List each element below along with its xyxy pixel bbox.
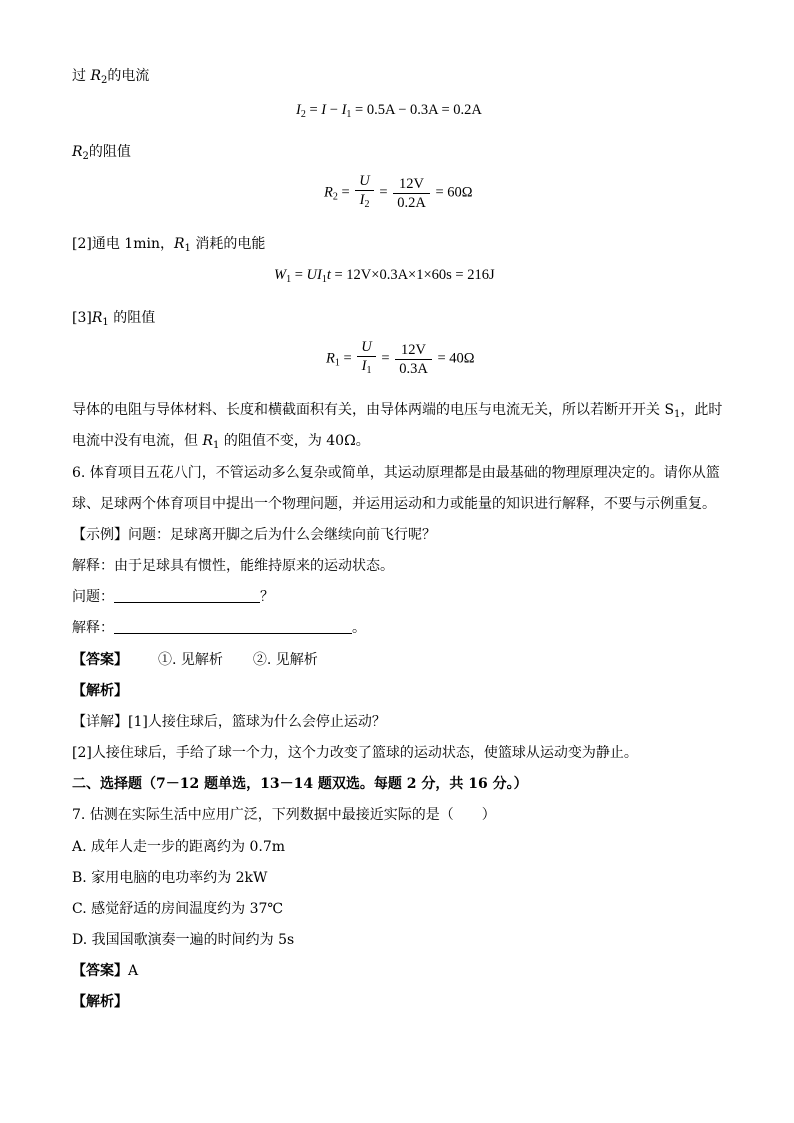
- question-6-detail-2: [2]人接住球后，手给了球一个力，这个力改变了篮球的运动状态，使篮球从运动变为静止。: [72, 745, 638, 761]
- question-6-answer: 【答案】 ①. 见解析 ②. 见解析: [72, 652, 318, 668]
- paragraph-conclusion-line1: 导体的电阻与导体材料、长度和横截面积有关，由导体两端的电压与电流无关，所以若断开开关 $S_1$，此时: [72, 402, 723, 420]
- question-7-stem: 7. 估测在实际生活中应用广泛，下列数据中最接近实际的是（ ）: [72, 807, 496, 823]
- equation-w1: $W_1 = UI_1t = 12V\times 0.3A\times 1\times 60s = 216J$: [274, 267, 495, 285]
- equation-r2: $R_2$ = $\frac{U}{I_2}$ = $\frac{12V}{0.2A}$ = 60Ω: [324, 173, 473, 211]
- question-6-example: 【示例】问题：足球离开脚之后为什么会继续向前飞行呢？: [72, 527, 436, 543]
- question-6-explain-blank-line: 解释： 。: [72, 620, 366, 636]
- text-line-r1-resistance: $[3]R_1$ 的阻值: [72, 310, 156, 328]
- question-6-stem-line2: 球、足球两个体育项目中提出一个物理问题，并运用运动和力或能量的知识进行解释，不要与示例重复。: [72, 496, 716, 512]
- question-7-option-b: B. 家用电脑的电功率约为 2kW: [72, 870, 268, 886]
- question-7-option-d: D. 我国国歌演奏一遍的时间约为 5s: [72, 932, 295, 948]
- explain-blank[interactable]: [114, 619, 352, 634]
- equation-i2: $I_2 = I - I_1 = 0.5A - 0.3A = 0.2A$: [296, 102, 482, 120]
- paragraph-conclusion-line2: 电流中没有电流，但 $R_1$ 的阻值不变，为 40Ω。: [72, 433, 370, 451]
- section-2-heading: 二、选择题（7－12 题单选，13－14 题双选。每题 2 分，共 16 分。）: [72, 776, 528, 792]
- question-7-analysis-label: 【解析】: [72, 994, 128, 1010]
- question-7-option-c: C. 感觉舒适的房间温度约为 37℃: [72, 901, 284, 917]
- text-line-r2-current: 过 $R_2$的电流: [72, 68, 150, 86]
- question-7-option-a: A. 成年人走一步的距离约为 0.7m: [72, 839, 286, 855]
- question-6-stem-line1: 6. 体育项目五花八门，不管运动多么复杂或简单，其运动原理都是由最基础的物理原理决定的。请你从篮: [72, 465, 720, 481]
- question-6-detail-1: 【详解】[1]人接住球后，篮球为什么会停止运动？: [72, 714, 386, 730]
- text-line-r2-resistance: $R_2$的阻值: [72, 144, 131, 162]
- question-6-analysis-label: 【解析】: [72, 683, 128, 699]
- question-6-question-blank-line: 问题： ？: [72, 589, 274, 605]
- text-line-energy: [2]通电 1min，$R_1$ 消耗的电能: [72, 236, 266, 254]
- question-blank[interactable]: [114, 588, 260, 603]
- question-7-answer: 【答案】A: [72, 963, 139, 979]
- equation-r1: $R_1$ = $\frac{U}{I_1}$ = $\frac{12V}{0.3A}$ = 40Ω: [326, 339, 475, 377]
- question-6-example-explanation: 解释：由于足球具有惯性，能维持原来的运动状态。: [72, 558, 394, 574]
